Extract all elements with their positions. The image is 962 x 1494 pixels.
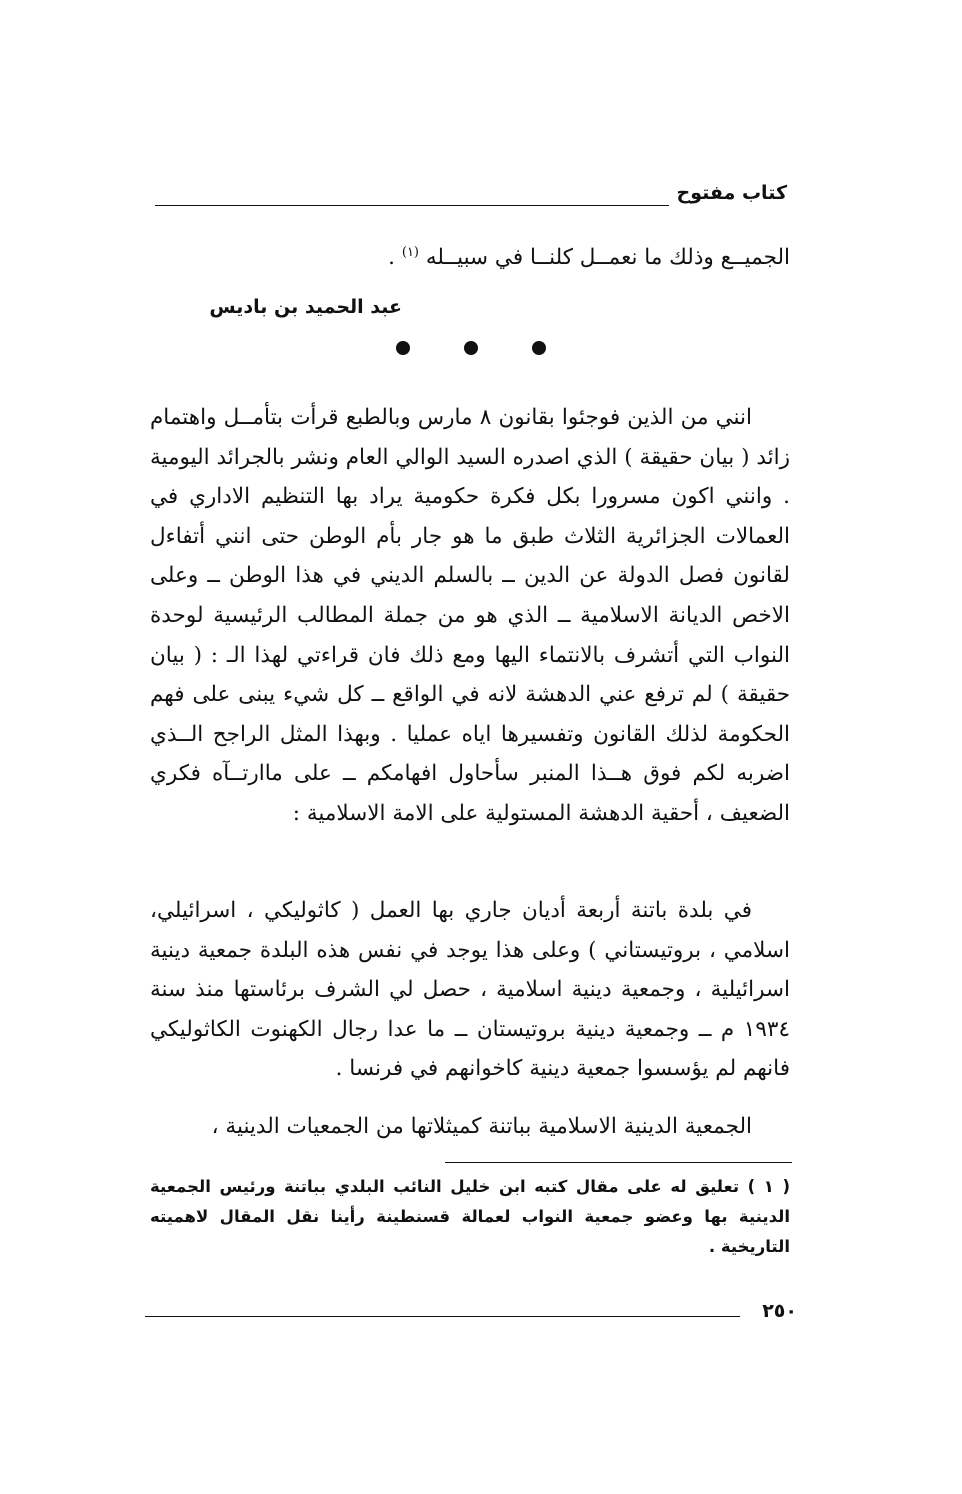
- footnote-rule: [445, 1162, 792, 1163]
- body-paragraph-3: [150, 1107, 790, 1147]
- dot-icon: [464, 341, 478, 355]
- page-number: ٢٥٠: [762, 1300, 797, 1322]
- header-rule: [155, 205, 669, 206]
- paragraph-text: في بلدة باتنة أربعة أديان جاري بها العمل ( كاثوليكي ، اسرائيلي، اسلامي ، بروتيستاني ) وعلى هذا يوجد في نفس هذه البلدة جمعية دينية اسرائيلية ، وجمعية دينية اسلامية ، حصل لي الشرف برئاستها منذ سنة ١٩٣٤ م ــ وجمعية دينية بروتيستان ــ ما عدا رجال الكهنوت الكاثوليكي فانهم لم يؤسسوا جمعية دينية كاخوانهم في فرنسا .: [150, 898, 790, 1082]
- dot-icon: [396, 341, 410, 355]
- body-paragraph-2: [150, 891, 790, 1089]
- author-signature: عبد الحميد بن باديس: [209, 296, 402, 318]
- footnote-text: ( ١ ) تعليق له على مقال كتبه ابن خليل النائب البلدي بباتنة ورئيس الجمعية الدينية بها وعضو جمعية النواب لعمالة قسنطينة رأينا نقل المقال لاهميته التاريخية .: [150, 1177, 790, 1256]
- paragraph-text: انني من الذين فوجئوا بقانون ٨ مارس وبالطبع قرأت بتأمــل واهتمام زائد ( بيان حقيقة ) الذي اصدره السيد الوالي العام ونشر بالجرائد اليومية . وانني اكون مسرورا بكل فكرة حكومية يراد بها التنظيم الاداري في العمالات الجزائرية الثلاث طبق ما هو جار بأم الوطن حتى انني أتفاءل لقانون فصل الدولة عن الدين ــ بالسلم الديني في هذا الوطن ــ وعلى الاخص الديانة الاسلامية ــ الذي هو من جملة المطالب الرئيسية لوحدة النواب التي أتشرف بالانتماء اليها ومع ذلك فان قراءتي لهذا الـ : ( بيان حقيقة ) لم ترفع عني الدهشة لانه في الواقع ــ كل شيء يبنى على فهم الحكومة لذلك القانون وتفسيرها اياه عمليا . وبهذا المثل الراجح الــذي اضربه لكم فوق هــذا المنبر سأحاول افهامكم ــ على ماارتــآه فكري الضعيف ، أحقية الدهشة المستولية على الامة الاسلامية :: [150, 405, 790, 826]
- running-header: [155, 180, 787, 220]
- footnote-reference: (١): [401, 244, 419, 260]
- body-paragraph-1: [150, 398, 790, 834]
- running-title: كتاب مفتوح: [676, 182, 787, 204]
- footer-rule: [145, 1316, 740, 1317]
- three-dots-separator-icon: [396, 336, 546, 360]
- dot-icon: [532, 341, 546, 355]
- footnote: [150, 1172, 790, 1262]
- paragraph-text: الجمعية الدينية الاسلامية بباتنة كميثلاتها من الجمعيات الدينية ،: [211, 1114, 752, 1139]
- closing-line-end: .: [388, 245, 396, 270]
- closing-line: [150, 238, 790, 278]
- closing-line-text: الجميــع وذلك ما نعمــل كلنــا في سبيــله: [425, 245, 790, 270]
